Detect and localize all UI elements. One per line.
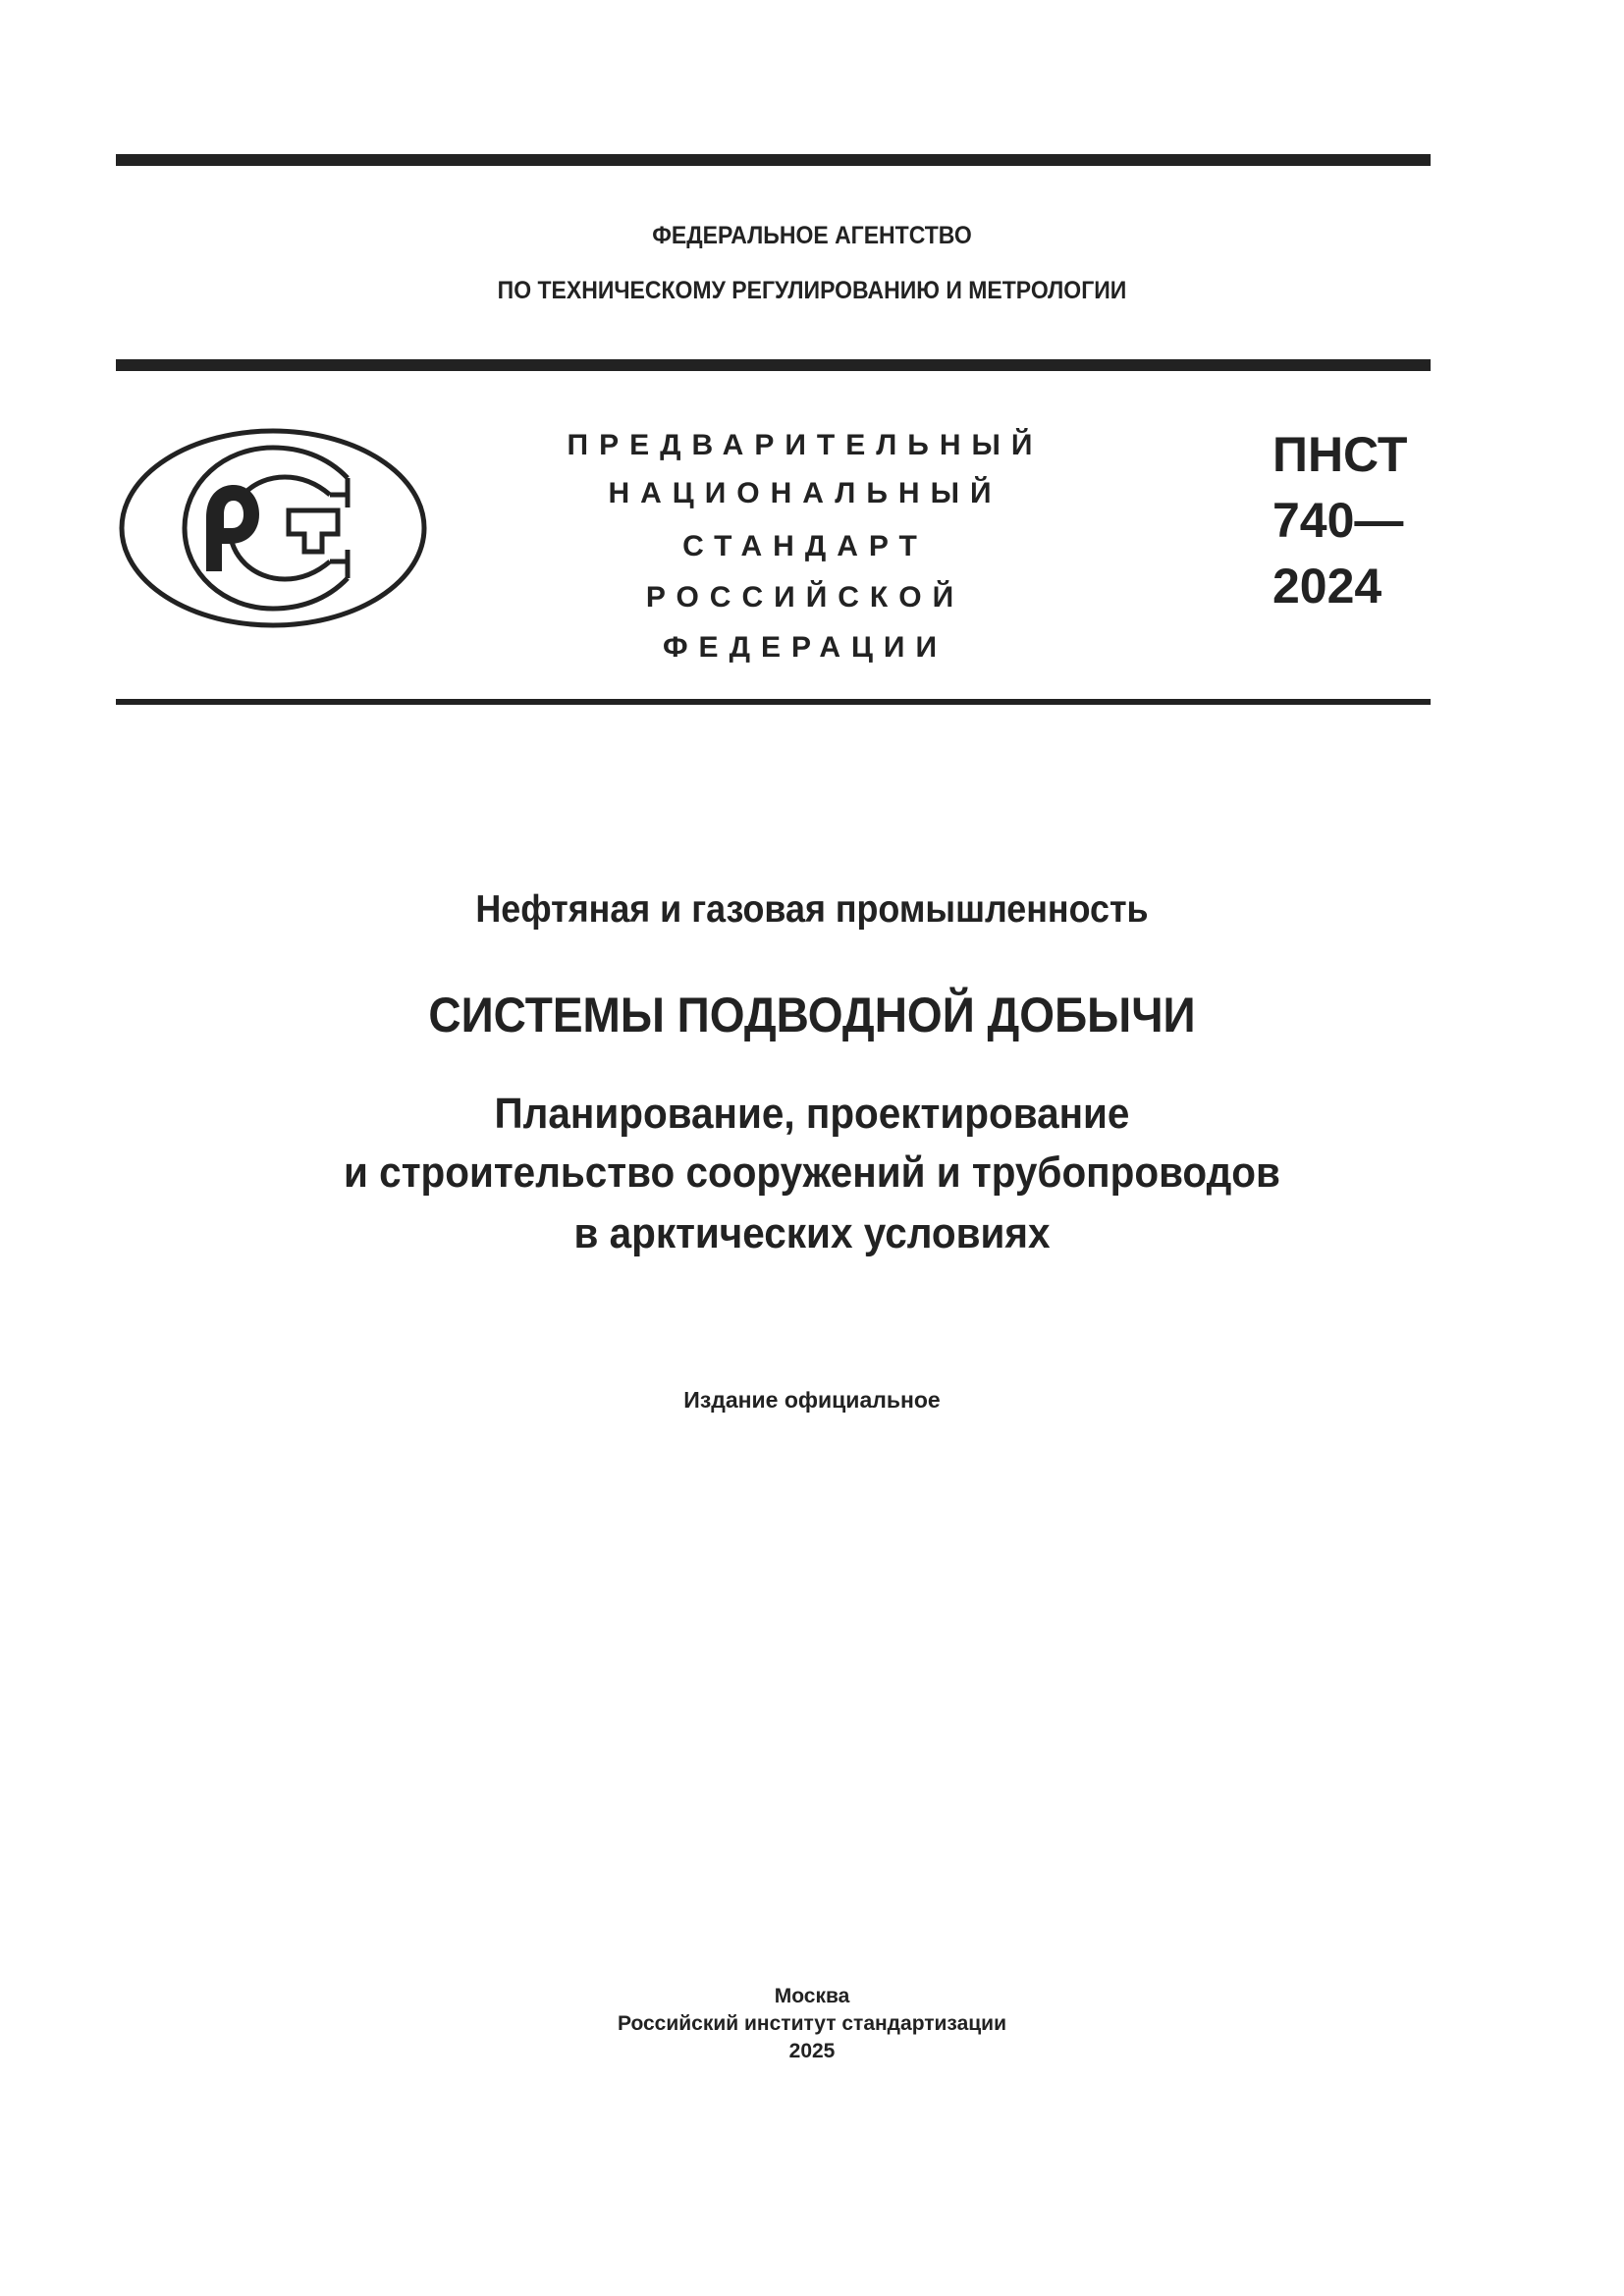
header-rule (116, 359, 1431, 371)
designation-prefix: ПНСТ (1272, 427, 1408, 482)
edition-label: Издание официальное (683, 1387, 941, 1413)
standard-type-line-1: ПРЕДВАРИТЕЛЬНЫЙ (567, 429, 1044, 461)
title-sub-line-1: Планирование, проектирование (494, 1090, 1130, 1138)
designation-number: 740— (1272, 493, 1404, 548)
title-sub-line-3: в арктических условиях (573, 1209, 1051, 1257)
agency-line-2: ПО ТЕХНИЧЕСКОМУ РЕГУЛИРОВАНИЮ И МЕТРОЛОГИИ (497, 277, 1127, 304)
top-rule (116, 154, 1431, 166)
standard-type-line-2: НАЦИОНАЛЬНЫЙ (608, 477, 1002, 509)
standard-type-line-3: СТАНДАРТ (682, 530, 928, 562)
title-block-rule (116, 699, 1431, 705)
imprint-publisher: Российский институт стандартизации (617, 2012, 1007, 2035)
standard-type-line-5: ФЕДЕРАЦИИ (662, 631, 948, 664)
agency-line-1: ФЕДЕРАЛЬНОЕ АГЕНТСТВО (652, 222, 972, 249)
title-main: СИСТЕМЫ ПОДВОДНОЙ ДОБЫЧИ (428, 988, 1196, 1042)
standard-type-line-4: РОССИЙСКОЙ (645, 581, 965, 614)
gost-r-logo-icon (116, 424, 430, 632)
designation-year: 2024 (1272, 559, 1382, 614)
title-branch: Нефтяная и газовая промышленность (475, 888, 1149, 931)
imprint-year: 2025 (788, 2040, 836, 2062)
title-sub-line-2: и строительство сооружений и трубопроводов (344, 1148, 1280, 1197)
imprint-city: Москва (774, 1985, 850, 2007)
